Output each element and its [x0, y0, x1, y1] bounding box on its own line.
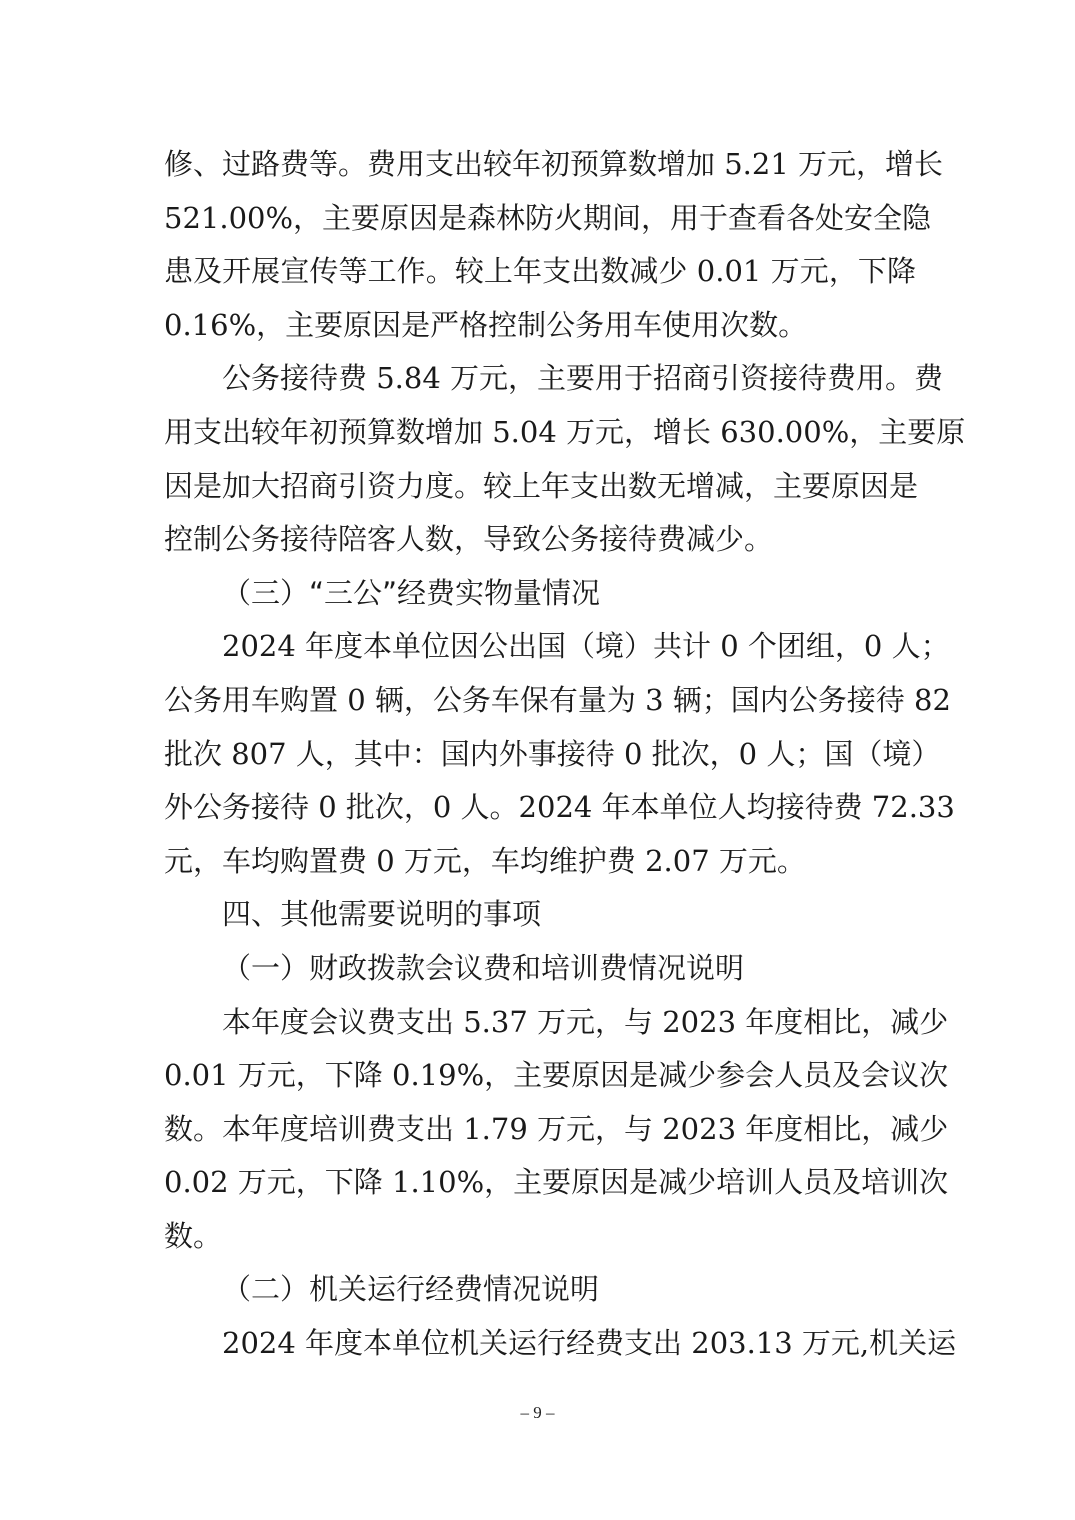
- text-line: 修、过路费等。费用支出较年初预算数增加 5.21 万元，增长: [164, 147, 944, 181]
- text-line: 2024 年度本单位机关运行经费支出 203.13 万元,机关运: [222, 1326, 957, 1361]
- section-heading: 四、其他需要说明的事项: [222, 897, 542, 932]
- text-line: 本年度会议费支出 5.37 万元，与 2023 年度相比，减少: [222, 1004, 949, 1039]
- text-line: 数。本年度培训费支出 1.79 万元，与 2023 年度相比，减少: [164, 1111, 949, 1146]
- text-line: 外公务接待 0 批次，0 人。2024 年本单位人均接待费 72.33: [164, 790, 955, 825]
- page-number: – 9 –: [520, 1403, 555, 1422]
- text-line: 公务接待费 5.84 万元，主要用于招商引资接待费用。费: [222, 361, 944, 396]
- section-heading: （二）机关运行经费情况说明: [222, 1272, 600, 1307]
- text-line: 公务用车购置 0 辆，公务车保有量为 3 辆；国内公务接待 82: [164, 682, 951, 717]
- text-line: 患及开展宣传等工作。较上年支出数减少 0.01 万元，下降: [164, 254, 916, 289]
- section-heading: （一）财政拨款会议费和培训费情况说明: [222, 950, 745, 985]
- document-body: [164, 138, 966, 1371]
- text-line: 2024 年度本单位因公出国（境）共计 0 个团组，0 人；: [222, 629, 950, 664]
- text-line: 0.01 万元，下降 0.19%，主要原因是减少参会人员及会议次: [164, 1058, 949, 1093]
- text-line: 0.02 万元，下降 1.10%，主要原因是减少培训人员及培训次: [164, 1165, 949, 1200]
- section-heading: （三）“三公”经费实物量情况: [222, 575, 601, 610]
- text-line: 批次 807 人，其中：国内外事接待 0 批次，0 人；国（境）: [164, 736, 941, 771]
- text-line: 元，车均购置费 0 万元，车均维护费 2.07 万元。: [164, 843, 806, 878]
- text-line: 数。: [164, 1218, 223, 1253]
- text-line: 0.16%，主要原因是严格控制公务用车使用次数。: [164, 307, 808, 342]
- text-line: 用支出较年初预算数增加 5.04 万元，增长 630.00%，主要原: [164, 414, 966, 449]
- text-line: 因是加大招商引资力度。较上年支出数无增减，主要原因是: [164, 468, 919, 503]
- text-line: 521.00%，主要原因是森林防火期间，用于查看各处安全隐: [164, 200, 932, 235]
- text-line: 控制公务接待陪客人数，导致公务接待费减少。: [164, 522, 774, 557]
